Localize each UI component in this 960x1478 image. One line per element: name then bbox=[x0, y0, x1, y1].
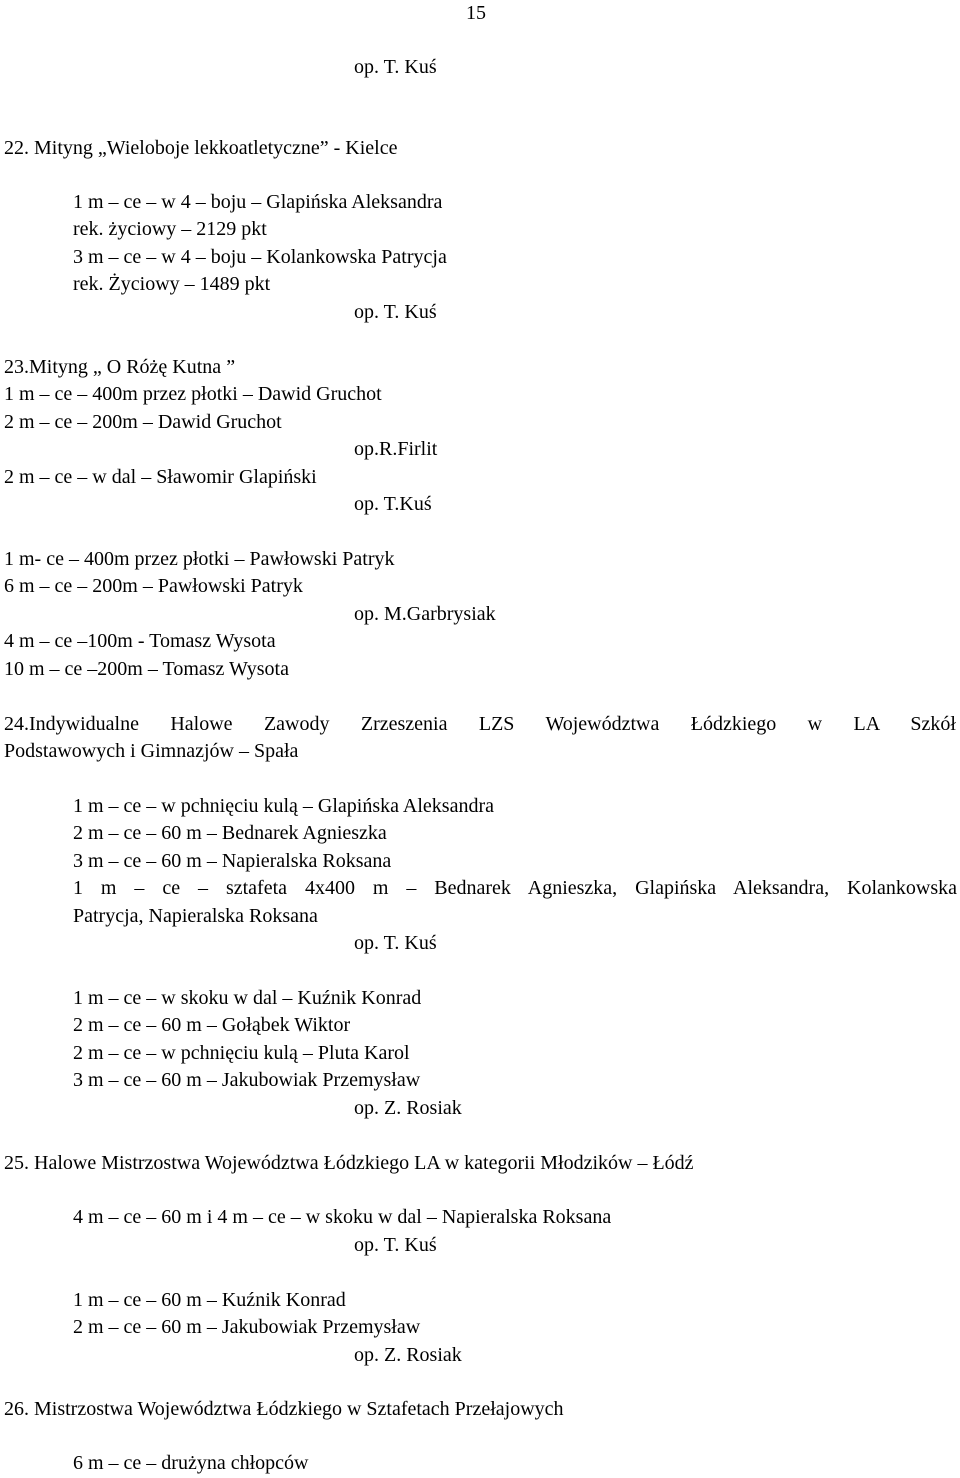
section-24-title-cont: Podstawowych i Gimnazjów – Spała bbox=[4, 740, 299, 762]
result-line: 2 m – ce – 60 m – Bednarek Agnieszka bbox=[73, 822, 387, 844]
coach-note: op. T. Kuś bbox=[354, 56, 437, 78]
result-line: rek. życiowy – 2129 pkt bbox=[73, 218, 267, 240]
result-line: 2 m – ce – 60 m – Jakubowiak Przemysław bbox=[73, 1316, 421, 1338]
result-line: 3 m – ce – w 4 – boju – Kolankowska Patrycja bbox=[73, 246, 447, 268]
result-line: rek. Życiowy – 1489 pkt bbox=[73, 273, 271, 295]
coach-note: op. Z. Rosiak bbox=[354, 1097, 462, 1119]
coach-note: op. T. Kuś bbox=[354, 1234, 437, 1256]
coach-note: op. M.Garbrysiak bbox=[354, 603, 496, 625]
result-line-cont: Patrycja, Napieralska Roksana bbox=[73, 905, 318, 927]
result-line: 6 m – ce – 200m – Pawłowski Patryk bbox=[4, 575, 303, 597]
page-number: 15 bbox=[466, 2, 486, 24]
result-line: 10 m – ce –200m – Tomasz Wysota bbox=[4, 658, 289, 680]
result-line: 1 m – ce – w 4 – boju – Glapińska Aleksandra bbox=[73, 191, 443, 213]
result-line: 2 m – ce – 200m – Dawid Gruchot bbox=[4, 411, 282, 433]
coach-note: op.R.Firlit bbox=[354, 438, 438, 460]
section-24-title: 24.Indywidualne Halowe Zawody Zrzeszenia LZS Województwa Łódzkiego w LA Szkół bbox=[4, 713, 956, 735]
result-line: 4 m – ce –100m - Tomasz Wysota bbox=[4, 630, 276, 652]
result-line: 1 m – ce – 60 m – Kuźnik Konrad bbox=[73, 1289, 346, 1311]
result-line: 4 m – ce – 60 m i 4 m – ce – w skoku w dal – Napieralska Roksana bbox=[73, 1206, 612, 1228]
coach-note: op. Z. Rosiak bbox=[354, 1344, 462, 1366]
section-23-title: 23.Mityng „ O Różę Kutna ” bbox=[4, 356, 236, 378]
result-line: 2 m – ce – 60 m – Gołąbek Wiktor bbox=[73, 1014, 351, 1036]
result-line: 3 m – ce – 60 m – Jakubowiak Przemysław bbox=[73, 1069, 421, 1091]
result-line: 6 m – ce – drużyna chłopców bbox=[73, 1452, 309, 1474]
coach-note: op. T. Kuś bbox=[354, 301, 437, 323]
coach-note: op. T.Kuś bbox=[354, 493, 432, 515]
section-22-title: 22. Mityng „Wieloboje lekkoatletyczne” - Kielce bbox=[4, 137, 398, 159]
result-line: 1 m – ce – 400m przez płotki – Dawid Gruchot bbox=[4, 383, 382, 405]
result-line: 2 m – ce – w dal – Sławomir Glapiński bbox=[4, 466, 317, 488]
result-line: 1 m – ce – w pchnięciu kulą – Glapińska Aleksandra bbox=[73, 795, 494, 817]
section-26-title: 26. Mistrzostwa Województwa Łódzkiego w Sztafetach Przełajowych bbox=[4, 1398, 564, 1420]
result-line: 3 m – ce – 60 m – Napieralska Roksana bbox=[73, 850, 392, 872]
result-line: 2 m – ce – w pchnięciu kulą – Pluta Karol bbox=[73, 1042, 410, 1064]
coach-note: op. T. Kuś bbox=[354, 932, 437, 954]
result-line: 1 m- ce – 400m przez płotki – Pawłowski Patryk bbox=[4, 548, 395, 570]
result-line: 1 m – ce – sztafeta 4x400 m – Bednarek Agnieszka, Glapińska Aleksandra, Kolankowska bbox=[73, 877, 957, 899]
section-25-title: 25. Halowe Mistrzostwa Województwa Łódzkiego LA w kategorii Młodzików – Łódź bbox=[4, 1152, 694, 1174]
result-line: 1 m – ce – w skoku w dal – Kuźnik Konrad bbox=[73, 987, 422, 1009]
